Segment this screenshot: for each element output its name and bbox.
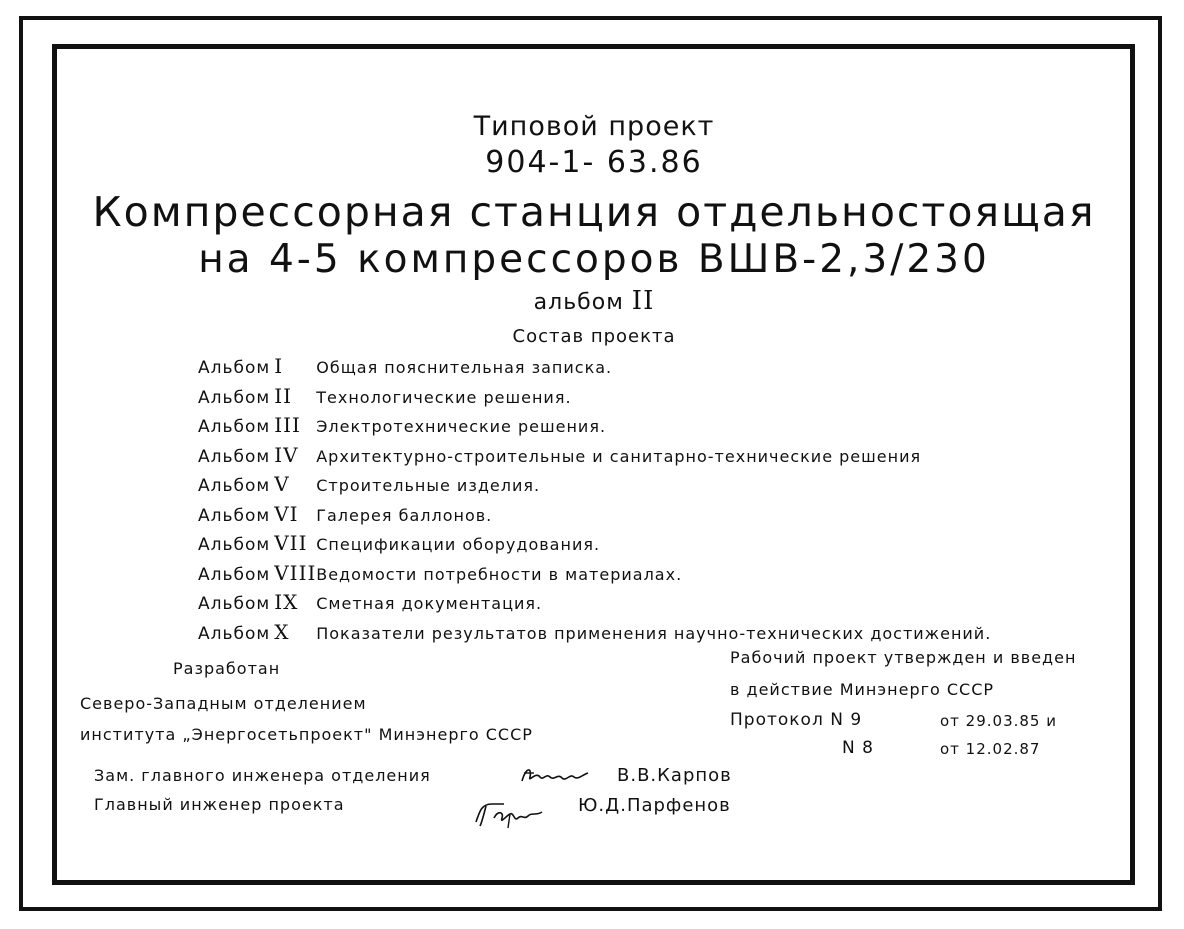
- album-list-text: Сметная документация.: [316, 594, 543, 613]
- album-list-label: Альбом: [198, 387, 271, 408]
- album-list-number: VIII: [274, 560, 317, 585]
- composition-heading: Состав проекта: [512, 326, 676, 347]
- protocol2-date: от 12.02.87: [940, 740, 1041, 758]
- album-list-label: Альбом: [198, 476, 271, 496]
- signature-name-2: Ю.Д.Парфенов: [578, 795, 731, 816]
- album-list-item: [198, 501, 493, 526]
- album-list-item: [198, 383, 572, 408]
- album-list-label: Альбом: [198, 446, 271, 467]
- album-list-number: I: [274, 354, 284, 378]
- album-list-number: IV: [274, 442, 299, 467]
- album-heading-label: альбом: [533, 290, 624, 315]
- album-list-text: Показатели результатов применения научно-технических достижений.: [316, 623, 992, 643]
- album-list-text: Технологические решения.: [316, 387, 572, 407]
- album-list-text: Галерея баллонов.: [316, 505, 493, 525]
- album-list-label: Альбом: [198, 623, 271, 644]
- album-list-number: V: [274, 472, 290, 496]
- album-list-item: [198, 560, 683, 585]
- album-list-label: Альбом: [198, 417, 271, 437]
- signature-name-1: В.В.Карпов: [617, 765, 732, 786]
- album-list-number: II: [274, 383, 293, 408]
- album-list-number: IX: [274, 590, 299, 614]
- developer-label: Разработан: [173, 659, 281, 678]
- doc-type: Типовой проект: [473, 111, 715, 142]
- album-list-number: X: [274, 619, 290, 644]
- album-list-text: Строительные изделия.: [316, 476, 541, 495]
- album-list-label: Альбом: [198, 594, 271, 614]
- album-list-text: Спецификации оборудования.: [316, 535, 601, 554]
- album-list-item: [198, 592, 542, 613]
- project-title-line2: на 4-5 компрессоров ВШВ-2,3/230: [198, 237, 990, 282]
- protocol1-label: Протокол N 9: [730, 710, 863, 730]
- album-list-item: [198, 533, 600, 554]
- album-list-text: Ведомости потребности в материалах.: [316, 564, 683, 584]
- album-list-item: [198, 474, 540, 495]
- album-list-item: [198, 442, 922, 467]
- album-list-item: [198, 356, 612, 377]
- album-list-label: Альбом: [198, 564, 271, 585]
- protocol1-date: от 29.03.85 и: [940, 712, 1057, 730]
- album-list-text: Общая пояснительная записка.: [316, 358, 613, 377]
- handwritten-signature-1: [518, 763, 594, 789]
- album-list-label: Альбом: [198, 505, 271, 526]
- signature-role-2: Главный инженер проекта: [94, 795, 345, 814]
- album-list-item: [198, 415, 606, 436]
- album-list-label: Альбом: [198, 535, 271, 555]
- developer-line1: Северо-Западным отделением: [80, 694, 367, 713]
- album-heading: [58, 288, 1130, 314]
- signature-role-1: Зам. главного инженера отделения: [94, 766, 431, 785]
- protocol2-label: N 8: [842, 738, 874, 758]
- album-list-text: Электротехнические решения.: [316, 417, 607, 436]
- approval-line1: Рабочий проект утвержден и введен: [730, 648, 1077, 667]
- album-list-item: [198, 619, 992, 644]
- project-title-line1: Компрессорная станция отдельностоящая: [92, 188, 1096, 236]
- handwritten-signature-2: [470, 796, 550, 832]
- approval-line2: в действие Минэнерго СССР: [730, 680, 995, 699]
- album-heading-number: II: [631, 286, 655, 316]
- album-list-number: III: [274, 413, 301, 437]
- album-list-text: Архитектурно-строительные и санитарно-технические решения: [316, 446, 922, 466]
- album-list-label: Альбом: [198, 358, 271, 378]
- project-code: 904-1- 63.86: [485, 145, 703, 180]
- album-list-number: VI: [274, 501, 299, 526]
- album-list-number: VII: [274, 531, 308, 555]
- developer-line2: института „Энергосетьпроект" Минэнерго СССР: [80, 725, 533, 744]
